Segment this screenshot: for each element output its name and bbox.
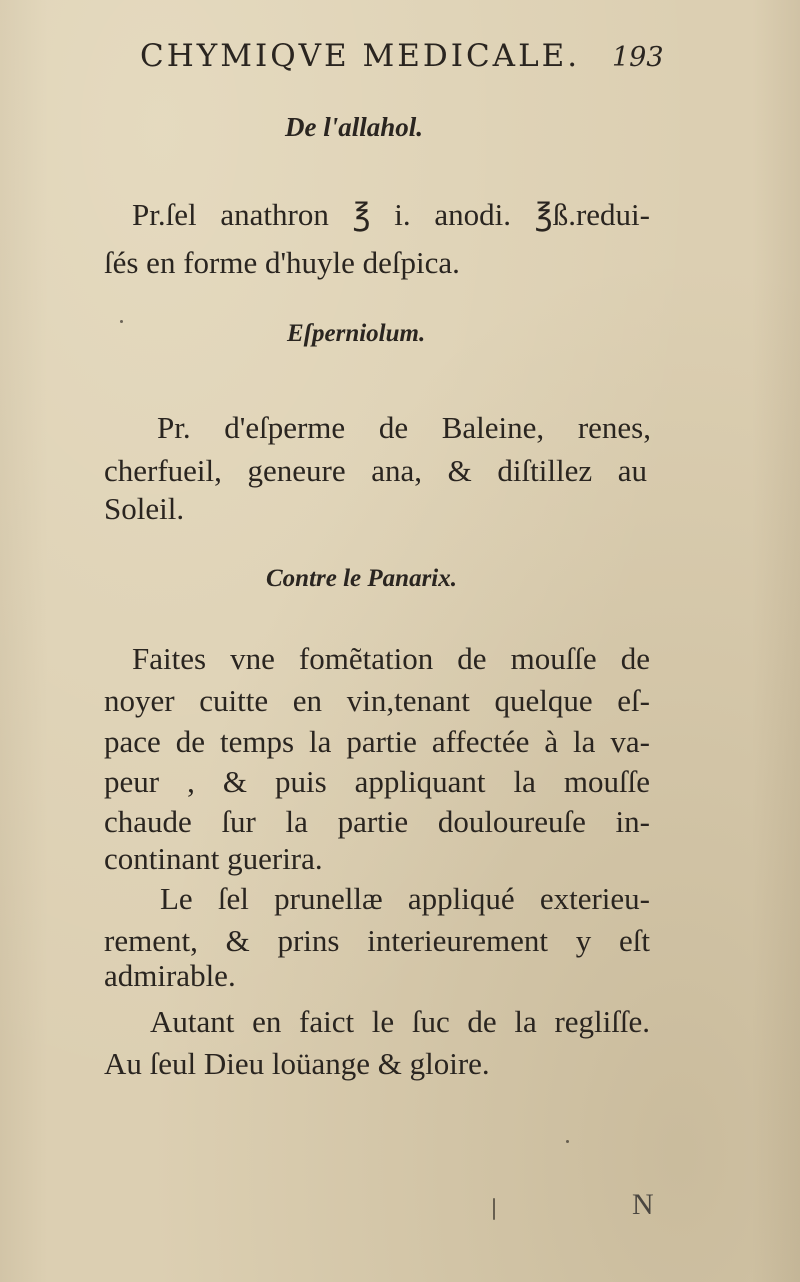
text-line: cherfueil, geneure ana, & diſtillez au — [104, 453, 647, 488]
text-line: admirable. — [104, 958, 236, 993]
ink-speck — [566, 1140, 569, 1143]
text-line: noyer cuitte en vin,tenant quelque eſ- — [104, 683, 650, 718]
section-heading-panarix: Contre le Panarix. — [266, 565, 457, 592]
catchword: N — [632, 1188, 654, 1221]
section-heading-esperniolum: Eſperniolum. — [287, 320, 426, 347]
text-line: pace de temps la partie affectée à la va- — [104, 724, 650, 759]
text-line: continant guerira. — [104, 841, 323, 876]
text-line: Faites vne fomẽtation de mouſſe de — [132, 641, 650, 676]
page-number: 193 — [612, 42, 664, 73]
text-line: Le ſel prunellæ appliqué exterieu- — [160, 881, 650, 916]
text-line: ſés en forme d'huyle deſpica. — [104, 245, 460, 280]
running-head — [140, 38, 670, 78]
text-line: chaude ſur la partie douloureuſe in- — [104, 804, 650, 839]
ink-speck — [493, 1198, 495, 1220]
text-line: Autant en faict le ſuc de la regliſſe. — [150, 1004, 650, 1039]
text-line: rement, & prins interieurement y eſt — [104, 923, 650, 958]
text-line: Au ſeul Dieu loüange & gloire. — [104, 1046, 490, 1081]
text-line: Soleil. — [104, 491, 185, 526]
section-heading-allahol: De l'allahol. — [285, 112, 424, 142]
text-line: Pr. d'eſperme de Baleine, renes, — [157, 410, 651, 445]
text-line: peur , & puis appliquant la mouſſe — [104, 764, 650, 799]
text-line: Pr.ſel anathron ℥ i. anodi. ℥ß.redui- — [132, 197, 650, 232]
ink-speck — [120, 320, 123, 323]
running-title: CHYMIQVE MEDICALE. — [140, 38, 581, 74]
